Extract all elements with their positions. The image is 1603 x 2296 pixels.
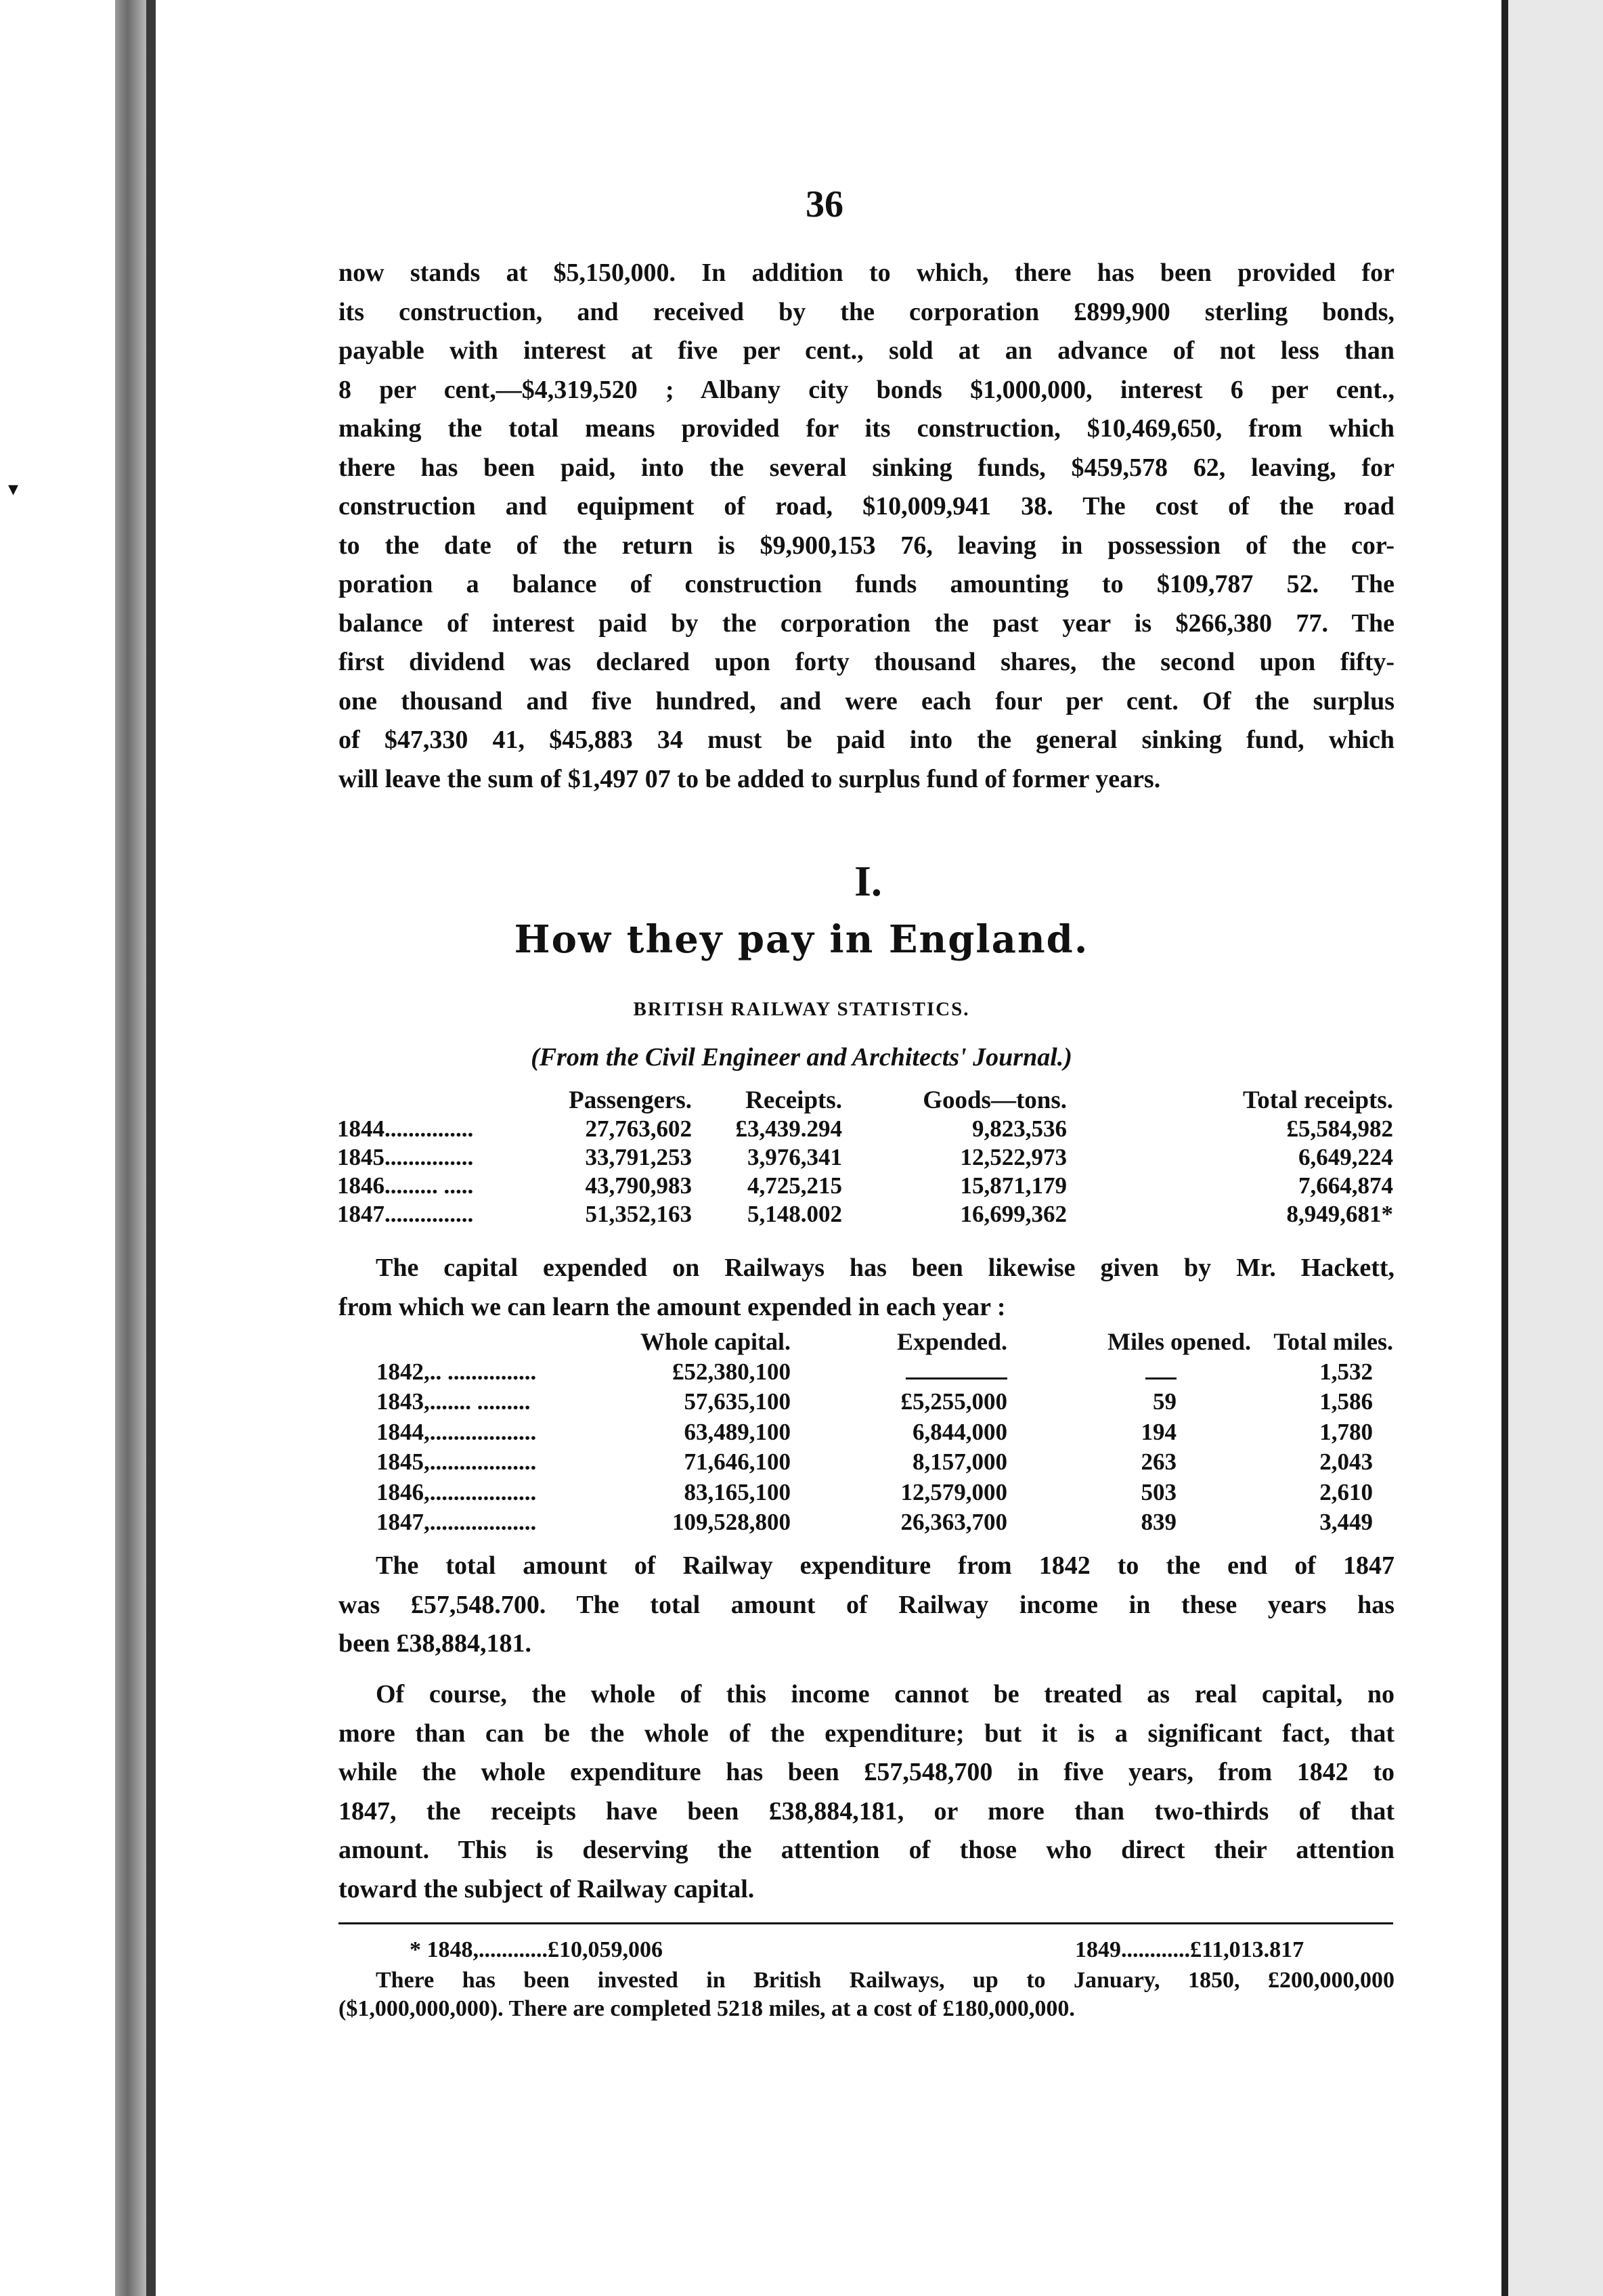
- text-line: more than can be the whole of the expenditure; but it is a significant fact, that: [338, 1719, 1395, 1748]
- year-cell: 1846,: [376, 1478, 430, 1505]
- top-paragraph: [338, 254, 1395, 799]
- leader-dots: ...............: [441, 1358, 537, 1385]
- whole-capital-cell: 63,489,100: [684, 1418, 791, 1445]
- miles-opened-cell: 503: [1141, 1478, 1177, 1505]
- table-row: [337, 1447, 1393, 1478]
- text-line: 8 per cent,—$4,319,520 ; Albany city bonds $1,000,000, interest 6 per cent.,: [338, 375, 1395, 404]
- course-paragraph: [338, 1675, 1395, 1909]
- text-line: was £57,548.700. The total amount of Railway income in these years has: [338, 1590, 1395, 1619]
- passengers-cell: 27,763,602: [585, 1116, 692, 1142]
- leader-dots: ...............: [385, 1144, 474, 1170]
- whole-capital-cell: 83,165,100: [684, 1478, 791, 1505]
- miles-opened-cell: 194: [1141, 1418, 1177, 1445]
- text-line: amount. This is deserving the attention of those who direct their attention: [338, 1836, 1395, 1864]
- text-line: to the date of the return is $9,900,153 76, leaving in possession of the cor-: [338, 531, 1395, 560]
- miles-opened-cell: 839: [1141, 1509, 1177, 1535]
- year-cell: 1845,: [376, 1449, 430, 1475]
- receipts-cell: 5,148.002: [747, 1201, 842, 1227]
- total-cell: 8,949,681*: [1286, 1201, 1393, 1227]
- year-cell: 1847,: [376, 1509, 430, 1535]
- year-cell: 1844: [337, 1116, 385, 1142]
- expended-cell: 12,579,000: [900, 1478, 1007, 1505]
- margin-mark: ▾: [8, 477, 19, 501]
- column-header: Total receipts.: [1243, 1086, 1393, 1114]
- book-spine-shadow: [115, 0, 146, 2296]
- expended-cell: 26,363,700: [900, 1509, 1007, 1535]
- leader-dots: ..................: [429, 1478, 537, 1505]
- footnote-1848: * 1848,............£10,059,006: [410, 1937, 663, 1962]
- leader-dots: ..................: [429, 1449, 537, 1475]
- text-line: The total amount of Railway expenditure from 1842 to the end of 1847: [376, 1551, 1395, 1580]
- page-margin-left: [0, 0, 61, 2296]
- leader-dots: ...............: [385, 1201, 474, 1227]
- text-line: been £38,884,181.: [338, 1629, 531, 1658]
- goods-cell: 12,522,973: [960, 1144, 1067, 1170]
- total-miles-cell: 1,586: [1319, 1388, 1373, 1415]
- column-header: Whole capital.: [640, 1328, 791, 1355]
- miles-opened-cell: 59: [1153, 1388, 1177, 1415]
- blank-dash: [1145, 1371, 1177, 1379]
- text-line: one thousand and five hundred, and were each four per cent. Of the surplus: [338, 686, 1395, 715]
- text-line: poration a balance of construction funds amounting to $109,787 52. The: [338, 570, 1395, 598]
- year-cell: 1842,..: [376, 1358, 442, 1385]
- railway-stats-table: [337, 1086, 1393, 1229]
- table-row: [337, 1143, 1393, 1172]
- text-line: making the total means provided for its construction, $10,469,650, from which: [338, 414, 1395, 443]
- total-miles-cell: 3,449: [1319, 1509, 1373, 1535]
- leader-dots: ......... .....: [385, 1172, 474, 1199]
- text-line: its construction, and received by the corporation £899,900 sterling bonds,: [338, 297, 1395, 326]
- receipts-cell: £3,439.294: [735, 1116, 842, 1142]
- text-line: There has been invested in British Railways, up to January, 1850, £200,000,000: [376, 1968, 1395, 1993]
- total-miles-cell: 1,532: [1319, 1358, 1373, 1385]
- page-right-edge: [1501, 0, 1508, 2296]
- table-header-row: [337, 1327, 1393, 1357]
- table-row: [337, 1200, 1393, 1229]
- text-line: from which we can learn the amount expended in each year :: [338, 1292, 1006, 1321]
- text-line: first dividend was declared upon forty thousand shares, the second upon fifty-: [338, 648, 1395, 676]
- receipts-cell: 3,976,341: [747, 1144, 842, 1170]
- year-cell: 1843,: [376, 1388, 430, 1415]
- whole-capital-cell: 109,528,800: [672, 1509, 791, 1535]
- total-miles-cell: 2,043: [1319, 1449, 1373, 1475]
- text-line: while the whole expenditure has been £57,548,700 in five years, from 1842 to: [338, 1758, 1395, 1786]
- table-row: [337, 1115, 1393, 1143]
- text-line: 1847, the receipts have been £38,884,181, or more than two-thirds of that: [338, 1796, 1395, 1826]
- capital-intro: [338, 1249, 1395, 1327]
- expended-cell: £5,255,000: [900, 1388, 1007, 1415]
- goods-cell: 16,699,362: [960, 1201, 1067, 1227]
- text-line: toward the subject of Railway capital.: [338, 1874, 755, 1903]
- total-cell: 6,649,224: [1298, 1144, 1393, 1170]
- leader-dots: ..................: [429, 1418, 537, 1445]
- year-cell: 1845: [337, 1144, 385, 1170]
- total-miles-cell: 1,780: [1319, 1418, 1373, 1445]
- miles-opened-cell: 263: [1141, 1449, 1177, 1475]
- text-line: will leave the sum of $1,497 07 to be added to surplus fund of former years.: [338, 764, 1161, 793]
- total-cell: 7,664,874: [1298, 1172, 1393, 1199]
- table-row: [337, 1172, 1393, 1200]
- text-line: now stands at $5,150,000. In addition to which, there has been provided for: [338, 259, 1395, 287]
- next-page-strip: [1508, 0, 1603, 2296]
- text-line: construction and equipment of road, $10,009,941 38. The cost of the road: [338, 492, 1395, 521]
- footnote-1849: 1849............£11,013.817: [1075, 1937, 1304, 1962]
- railway-capital-table: [337, 1327, 1393, 1538]
- text-line: ($1,000,000,000). There are completed 5218 miles, at a cost of £180,000,000.: [338, 1996, 1075, 2021]
- footnote-text: [338, 1966, 1395, 2023]
- whole-capital-cell: £52,380,100: [672, 1358, 791, 1385]
- whole-capital-cell: 71,646,100: [684, 1449, 791, 1475]
- passengers-cell: 43,790,983: [585, 1172, 692, 1199]
- leader-dots: ...............: [385, 1116, 474, 1142]
- receipts-cell: 4,725,215: [747, 1172, 842, 1199]
- text-line: there has been paid, into the several sinking funds, $459,578 62, leaving, for: [338, 453, 1395, 482]
- expended-cell: 6,844,000: [913, 1418, 1007, 1445]
- goods-cell: 15,871,179: [960, 1172, 1067, 1199]
- text-line: Of course, the whole of this income cannot be treated as real capital, no: [376, 1680, 1395, 1708]
- expended-cell: 8,157,000: [913, 1449, 1007, 1475]
- table-row: [337, 1387, 1393, 1417]
- section-marker: I.: [854, 857, 882, 905]
- goods-cell: 9,823,536: [972, 1116, 1067, 1142]
- year-cell: 1844,: [376, 1418, 430, 1445]
- total-miles-cell: 2,610: [1319, 1478, 1373, 1505]
- leader-dots: ..................: [429, 1509, 537, 1535]
- table-title: BRITISH RAILWAY STATISTICS.: [633, 998, 970, 1020]
- column-header: Receipts.: [745, 1086, 842, 1114]
- column-header: Expended.: [896, 1328, 1007, 1355]
- footnote-rule: [338, 1922, 1393, 1924]
- whole-capital-cell: 57,635,100: [684, 1388, 791, 1415]
- text-line: payable with interest at five per cent., sold at an advance of not less than: [338, 336, 1395, 365]
- column-header: Goods—tons.: [923, 1086, 1067, 1114]
- passengers-cell: 33,791,253: [585, 1144, 692, 1170]
- text-line: of $47,330 41, $45,883 34 must be paid into the general sinking fund, which: [338, 726, 1395, 754]
- year-cell: 1847: [337, 1201, 385, 1227]
- table-row: [337, 1417, 1393, 1448]
- year-cell: 1846: [337, 1172, 385, 1199]
- source-note: (From the Civil Engineer and Architects' Journal.): [531, 1043, 1072, 1072]
- table-row: [337, 1357, 1393, 1388]
- total-paragraph: [338, 1547, 1395, 1664]
- column-header: Total miles.: [1273, 1328, 1393, 1355]
- text-line: The capital expended on Railways has been likewise given by Mr. Hackett,: [376, 1254, 1395, 1282]
- page-number: 36: [806, 183, 843, 225]
- total-cell: £5,584,982: [1286, 1116, 1393, 1142]
- blank-dash: [906, 1371, 1007, 1379]
- column-header: Miles opened.: [1107, 1328, 1251, 1355]
- table-row: [337, 1478, 1393, 1508]
- section-heading: How they pay in England.: [514, 917, 1089, 962]
- table-header-row: [337, 1086, 1393, 1115]
- column-header: Passengers.: [569, 1086, 692, 1114]
- passengers-cell: 51,352,163: [585, 1201, 692, 1227]
- text-line: balance of interest paid by the corporation the past year is $266,380 77. The: [338, 609, 1395, 638]
- leader-dots: ....... .........: [429, 1388, 531, 1415]
- table-row: [337, 1507, 1393, 1538]
- book-spine-edge: [146, 0, 156, 2296]
